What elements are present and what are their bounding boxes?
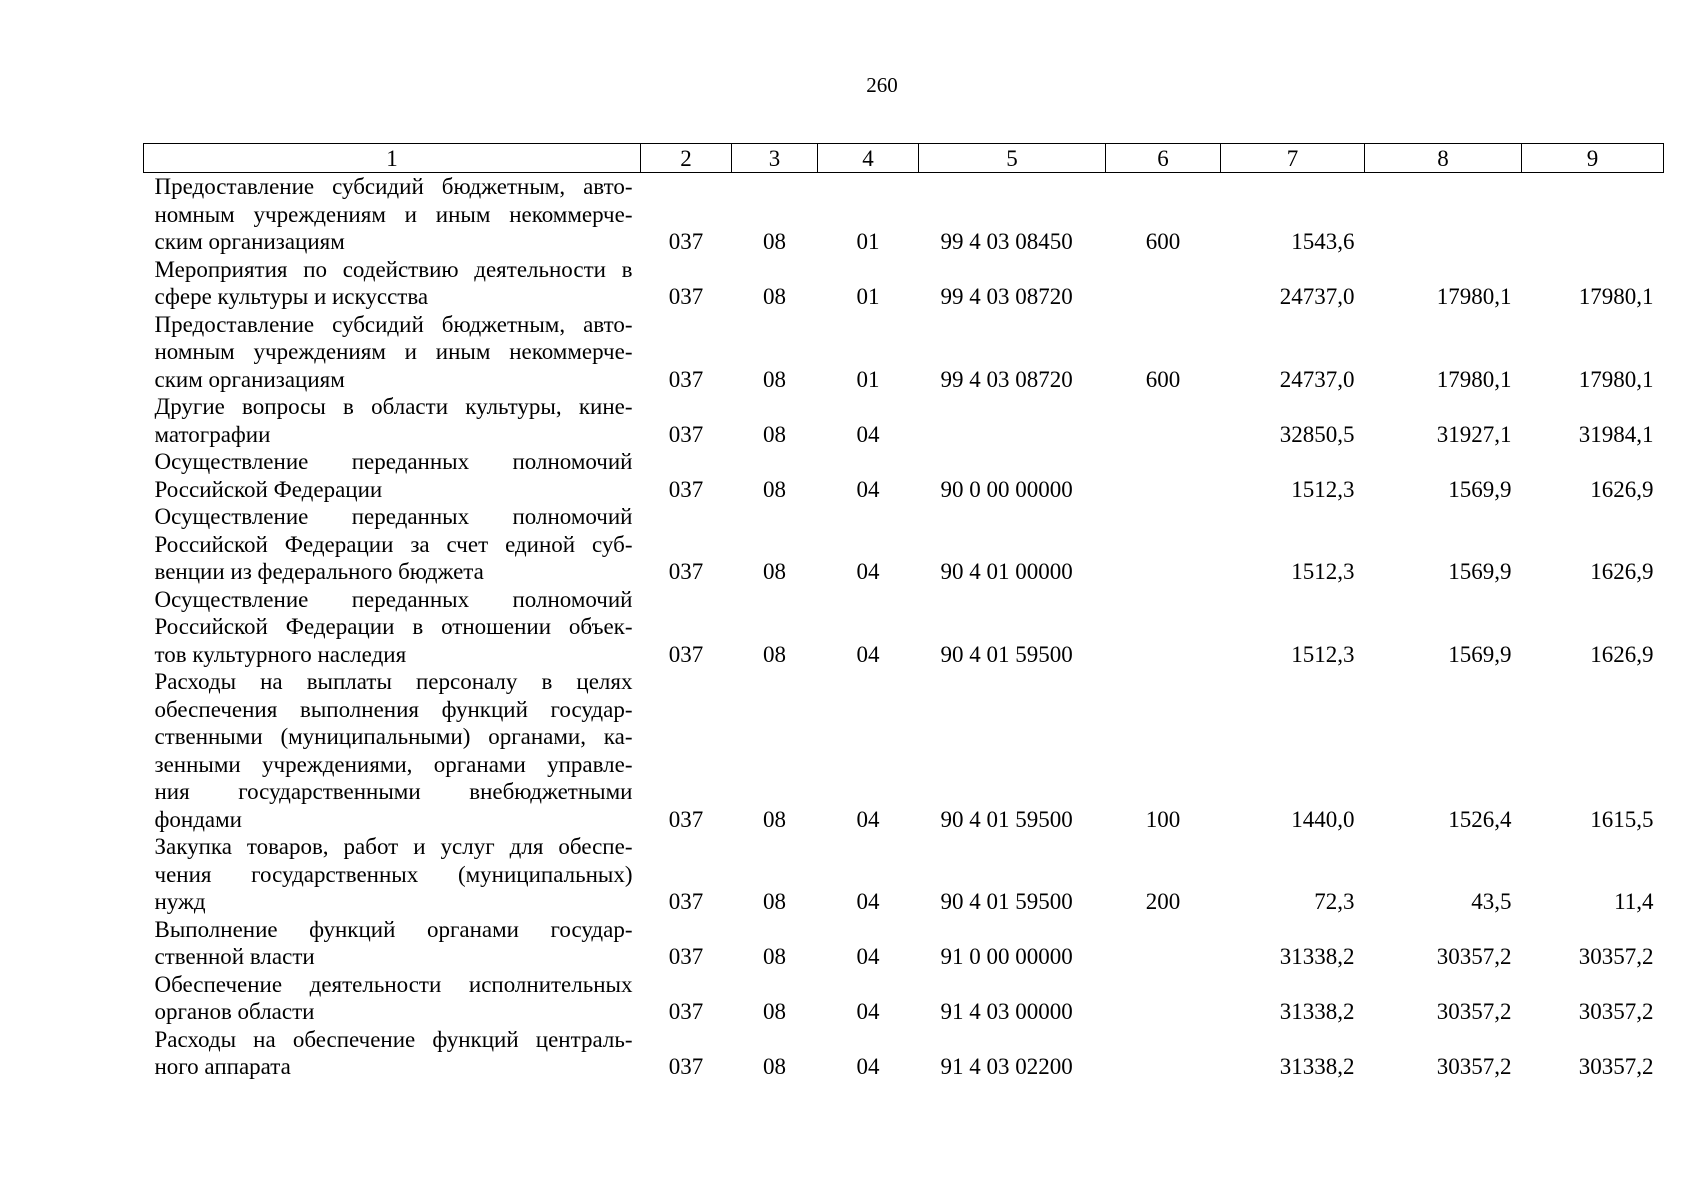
row-description <box>144 393 641 448</box>
amount-year-1: 24737,0 <box>1279 366 1355 392</box>
expense-type-code <box>1106 256 1221 311</box>
table-row <box>144 173 1664 256</box>
table-row <box>144 668 1664 833</box>
amount-year-1: 1512,3 <box>1291 476 1355 502</box>
column-header-5: 5 <box>919 144 1106 173</box>
description-line: Мероприятия по содействию деятельности в <box>154 256 633 282</box>
description-line: Другие вопросы в области культуры, кине- <box>154 394 633 419</box>
description-line: Российской Федерации за счет единой суб- <box>154 531 633 557</box>
amount-year-3: 1626,9 <box>1590 559 1654 584</box>
table-row <box>144 393 1664 448</box>
section-code: 08 <box>763 999 786 1024</box>
column-header-7: 7 <box>1221 144 1365 173</box>
amount-year-1: 32850,5 <box>1279 421 1355 447</box>
target-article-code: 91 4 03 00000 <box>940 999 1073 1024</box>
grbs-code: 037 <box>668 284 704 309</box>
subsection-code: 04 <box>856 806 880 832</box>
grbs-code: 037 <box>668 641 704 667</box>
description-line: Российской Федерации <box>154 476 383 502</box>
row-description <box>144 668 641 833</box>
amount-year-2: 30357,2 <box>1436 944 1512 969</box>
expense-type-code <box>1106 393 1221 448</box>
target-article-code: 90 0 00 00000 <box>940 476 1073 502</box>
grbs-code: 037 <box>668 889 704 914</box>
table-row <box>144 503 1664 586</box>
row-description <box>144 448 641 503</box>
target-article-code: 91 0 00 00000 <box>940 944 1073 969</box>
amount-year-1: 31338,2 <box>1279 999 1355 1024</box>
amount-year-2: 30357,2 <box>1436 1054 1512 1079</box>
row-description <box>144 256 641 311</box>
row-description <box>144 586 641 669</box>
header-row <box>144 144 1664 173</box>
amount-year-3: 1626,9 <box>1590 641 1654 667</box>
amount-year-1: 1440,0 <box>1291 806 1355 832</box>
target-article-code: 90 4 01 59500 <box>940 641 1073 667</box>
table-row <box>144 916 1664 971</box>
amount-year-1: 1512,3 <box>1291 641 1355 667</box>
row-description <box>144 971 641 1026</box>
grbs-code: 037 <box>668 421 704 447</box>
subsection-code: 04 <box>856 999 880 1024</box>
amount-year-2: 1569,9 <box>1448 641 1512 667</box>
amount-year-3: 11,4 <box>1614 889 1654 914</box>
table-row <box>144 833 1664 916</box>
grbs-code: 037 <box>668 1054 704 1079</box>
amount-year-2: 17980,1 <box>1436 366 1512 392</box>
subsection-code: 04 <box>856 641 880 667</box>
grbs-code: 037 <box>668 366 704 392</box>
description-line: номным учреждениям и иным некоммерче- <box>154 339 633 364</box>
row-description <box>144 916 641 971</box>
target-article-code: 99 4 03 08450 <box>940 229 1073 254</box>
description-line: ственной власти <box>154 944 315 969</box>
description-line: Предоставление субсидий бюджетным, авто- <box>154 174 633 199</box>
expense-type-code: 600 <box>1145 229 1181 254</box>
table-row <box>144 1026 1664 1081</box>
description-line: Расходы на выплаты персоналу в целях <box>154 669 633 694</box>
description-line: матографии <box>154 421 271 447</box>
description-line: Расходы на обеспечение функций централь- <box>154 1026 633 1052</box>
row-description <box>144 1026 641 1081</box>
description-line: венции из федерального бюджета <box>154 559 484 584</box>
row-description <box>144 173 641 256</box>
subsection-code: 01 <box>856 284 880 309</box>
section-code: 08 <box>763 421 786 447</box>
subsection-code: 04 <box>856 1054 880 1079</box>
description-line: зенными учреждениями, органами управле- <box>154 751 633 777</box>
column-header-9: 9 <box>1522 144 1664 173</box>
table-row <box>144 448 1664 503</box>
table-body <box>144 173 1664 1081</box>
expense-type-code <box>1106 448 1221 503</box>
amount-year-2: 1569,9 <box>1448 559 1512 584</box>
description-line: обеспечения выполнения функций государ- <box>154 696 633 722</box>
table-row <box>144 586 1664 669</box>
amount-year-3: 30357,2 <box>1578 944 1654 969</box>
description-line: номным учреждениям и иным некоммерче- <box>154 201 633 227</box>
description-line: ственными (муниципальными) органами, ка- <box>154 724 633 749</box>
description-line: Осуществление переданных полномочий <box>154 449 633 474</box>
grbs-code: 037 <box>668 476 704 502</box>
amount-year-3: 17980,1 <box>1578 366 1654 392</box>
amount-year-2: 31927,1 <box>1436 421 1512 447</box>
amount-year-3: 1626,9 <box>1590 476 1654 502</box>
description-line: сфере культуры и искусства <box>154 284 429 309</box>
amount-year-1: 31338,2 <box>1279 944 1355 969</box>
table-row <box>144 311 1664 394</box>
section-code: 08 <box>763 641 786 667</box>
row-description <box>144 503 641 586</box>
target-article-code <box>919 393 1106 448</box>
target-article-code: 91 4 03 02200 <box>940 1054 1073 1079</box>
description-line: ния государственными внебюджетными <box>154 779 633 804</box>
amount-year-2 <box>1365 173 1522 256</box>
description-line: чения государственных (муниципальных) <box>154 861 633 887</box>
target-article-code: 99 4 03 08720 <box>940 366 1073 392</box>
grbs-code: 037 <box>668 806 704 832</box>
column-header-1: 1 <box>144 144 641 173</box>
subsection-code: 04 <box>856 889 880 914</box>
table-row <box>144 256 1664 311</box>
target-article-code: 90 4 01 59500 <box>940 806 1073 832</box>
target-article-code: 90 4 01 00000 <box>940 559 1073 584</box>
amount-year-1: 24737,0 <box>1279 284 1355 309</box>
description-line: Российской Федерации в отношении объек- <box>154 614 633 639</box>
subsection-code: 04 <box>856 559 880 584</box>
section-code: 08 <box>763 944 786 969</box>
description-line: ским организациям <box>154 229 345 254</box>
target-article-code: 90 4 01 59500 <box>940 889 1073 914</box>
column-header-4: 4 <box>818 144 919 173</box>
description-line: фондами <box>154 806 242 832</box>
section-code: 08 <box>763 559 786 584</box>
column-header-2: 2 <box>641 144 732 173</box>
column-header-8: 8 <box>1365 144 1522 173</box>
amount-year-3: 31984,1 <box>1578 421 1654 447</box>
section-code: 08 <box>763 889 786 914</box>
expense-type-code: 200 <box>1145 889 1181 914</box>
subsection-code: 04 <box>856 421 880 447</box>
description-line: Обеспечение деятельности исполнительных <box>154 971 633 997</box>
section-code: 08 <box>763 476 786 502</box>
row-description <box>144 833 641 916</box>
expense-type-code: 100 <box>1145 806 1181 832</box>
description-line: Выполнение функций органами государ- <box>154 916 633 942</box>
section-code: 08 <box>763 229 786 254</box>
description-line: Закупка товаров, работ и услуг для обеспе- <box>154 834 633 859</box>
description-line: Осуществление переданных полномочий <box>154 504 633 529</box>
subsection-code: 01 <box>856 366 880 392</box>
amount-year-2: 1526,4 <box>1448 806 1512 832</box>
expense-type-code <box>1106 916 1221 971</box>
expense-type-code <box>1106 1026 1221 1081</box>
amount-year-1: 72,3 <box>1314 889 1355 914</box>
table-header <box>144 144 1664 173</box>
description-line: тов культурного наследия <box>154 641 407 667</box>
amount-year-3: 17980,1 <box>1578 284 1654 309</box>
description-line: ного аппарата <box>154 1054 291 1079</box>
expense-type-code <box>1106 586 1221 669</box>
description-line: Осуществление переданных полномочий <box>154 586 633 612</box>
grbs-code: 037 <box>668 944 704 969</box>
row-description <box>144 311 641 394</box>
amount-year-1: 31338,2 <box>1279 1054 1355 1079</box>
section-code: 08 <box>763 284 786 309</box>
amount-year-3: 30357,2 <box>1578 1054 1654 1079</box>
expense-type-code <box>1106 971 1221 1026</box>
section-code: 08 <box>763 806 786 832</box>
amount-year-2: 43,5 <box>1471 889 1512 914</box>
column-header-6: 6 <box>1106 144 1221 173</box>
description-line: ским организациям <box>154 366 345 392</box>
description-line: нужд <box>154 889 206 914</box>
subsection-code: 04 <box>856 476 880 502</box>
section-code: 08 <box>763 1054 786 1079</box>
budget-table <box>143 143 1664 1081</box>
amount-year-1: 1543,6 <box>1291 229 1355 254</box>
grbs-code: 037 <box>668 559 704 584</box>
description-line: органов области <box>154 999 315 1024</box>
expense-type-code <box>1106 503 1221 586</box>
target-article-code: 99 4 03 08720 <box>940 284 1073 309</box>
amount-year-3: 30357,2 <box>1578 999 1654 1024</box>
table-row <box>144 971 1664 1026</box>
amount-year-3 <box>1522 173 1664 256</box>
subsection-code: 01 <box>856 229 880 254</box>
section-code: 08 <box>763 366 786 392</box>
amount-year-1: 1512,3 <box>1291 559 1355 584</box>
grbs-code: 037 <box>668 999 704 1024</box>
amount-year-2: 30357,2 <box>1436 999 1512 1024</box>
expense-type-code: 600 <box>1145 366 1181 392</box>
description-line: Предоставление субсидий бюджетным, авто- <box>154 311 633 337</box>
amount-year-2: 17980,1 <box>1436 284 1512 309</box>
page-number: 260 <box>866 73 898 97</box>
column-header-3: 3 <box>732 144 818 173</box>
subsection-code: 04 <box>856 944 880 969</box>
grbs-code: 037 <box>668 229 704 254</box>
amount-year-2: 1569,9 <box>1448 476 1512 502</box>
amount-year-3: 1615,5 <box>1590 806 1654 832</box>
